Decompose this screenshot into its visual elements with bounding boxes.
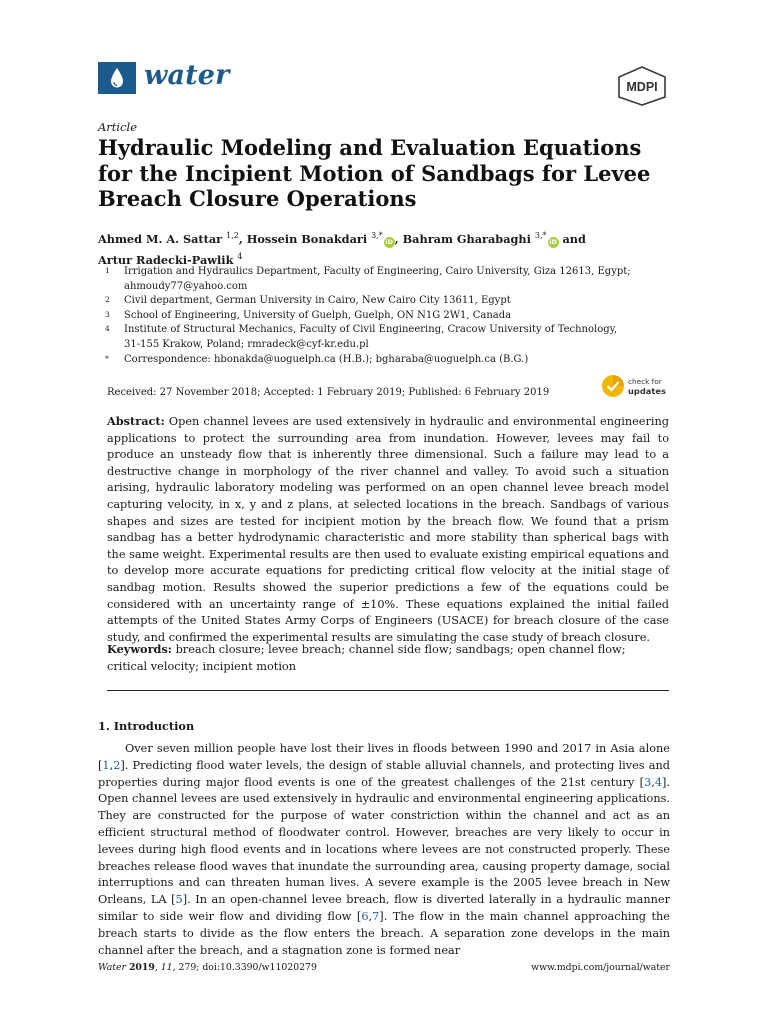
article-type: Article xyxy=(98,120,138,134)
check-updates-line1: check for xyxy=(628,377,662,386)
author-affiliation-mark: 1,2 xyxy=(226,231,239,240)
affiliation-item xyxy=(98,294,668,309)
affiliation-text: School of Engineering, University of Guelph, Guelph, ON N1G 2W1, Canada xyxy=(124,309,512,321)
journal-name: water xyxy=(144,60,230,91)
orcid-icon[interactable]: iD xyxy=(385,238,394,246)
affiliation-text: Institute of Structural Mechanics, Faculty of Civil Engineering, Cracow University of Technology, xyxy=(124,324,618,336)
paragraph-text: , xyxy=(109,758,114,772)
citation-link[interactable]: 1 xyxy=(102,758,110,772)
affiliation-item xyxy=(98,353,668,368)
publisher-name: MDPI xyxy=(626,80,658,94)
author-name: Artur Radecki-Pawlik xyxy=(98,253,234,267)
section-divider xyxy=(107,690,669,691)
paragraph-text: , xyxy=(368,909,373,923)
check-updates-icon xyxy=(602,375,624,397)
paper-title: Hydraulic Modeling and Evaluation Equations for the Incipient Motion of Sandbags for Levee Breach Closure Operations xyxy=(98,135,651,211)
author-affiliation-mark: 3,* xyxy=(371,231,383,240)
affiliation-text: 31-155 Krakow, Poland; rmradeck@cyf-kr.edu.pl xyxy=(124,338,369,350)
water-journal-logo xyxy=(98,62,136,94)
paragraph-text: , xyxy=(651,775,655,789)
author-affiliation-mark: 4 xyxy=(237,252,243,261)
affiliation-text: Civil department, German University in Cairo, New Cairo City 13611, Egypt xyxy=(124,295,511,307)
affiliation-number: 1 xyxy=(105,266,110,275)
citation-link[interactable]: 3 xyxy=(644,775,652,789)
citation-link[interactable]: 2 xyxy=(113,758,121,772)
author-affiliation-mark: 3,* xyxy=(534,231,547,240)
paragraph-text: ]. In an open-channel levee breach, flow is diverted laterally in a hydraulic manner similar to side weir flow and dividing flow [ xyxy=(98,893,670,923)
keywords-label: Keywords: xyxy=(107,642,172,656)
author-name: Hossein Bonakdari xyxy=(246,232,368,246)
orcid-icon[interactable]: iD xyxy=(549,238,557,246)
affiliation-email[interactable]: ahmoudy77@yahoo.com xyxy=(124,280,248,292)
affiliation-number: 4 xyxy=(105,324,110,334)
paragraph-text: ]. The flow in the main channel approaching the breach starts to divide as the flow enters the breach. A separation zone develops in the main channel after the breach, and a stagnation zone is formed near xyxy=(98,909,670,957)
footer-volume: 11 xyxy=(160,962,173,973)
affiliation-number: 2 xyxy=(105,295,110,305)
publication-dates: Received: 27 November 2018; Accepted: 1 February 2019; Published: 6 February 2019 xyxy=(107,387,550,398)
affiliation-item xyxy=(98,265,668,294)
affiliation-item xyxy=(98,309,668,324)
citation-link[interactable]: 4 xyxy=(654,775,662,789)
check-updates-line2: updates xyxy=(628,386,666,396)
keywords xyxy=(107,641,669,675)
footer-citation: Water 2019, 11, 279; doi:10.3390/w11020279 xyxy=(98,962,317,973)
author-name: Ahmed M. A. Sattar xyxy=(98,232,223,246)
abstract xyxy=(107,413,669,646)
citation-link[interactable]: 7 xyxy=(372,909,380,923)
paragraph-text: Over seven million people have lost their lives in floods between 1990 and 2017 in Asia alone [ xyxy=(98,742,670,772)
correspondence-text: Correspondence: hbonakda@uoguelph.ca (H.B.); bgharaba@uoguelph.ca (B.G.) xyxy=(124,353,529,365)
introduction-paragraph xyxy=(98,741,670,959)
citation-link[interactable]: 6 xyxy=(361,909,369,923)
affiliation-text: Irrigation and Hydraulics Department, Faculty of Engineering, Cairo University, Giza 12613, Egypt; xyxy=(124,266,631,277)
citation-link[interactable]: 5 xyxy=(175,893,183,907)
author-conjunction: and xyxy=(562,232,586,246)
abstract-label: Abstract: xyxy=(107,414,165,428)
footer-doi: , 279; doi:10.3390/w11020279 xyxy=(172,962,317,973)
abstract-text: Open channel levees are used extensively in hydraulic and environmental engineering applications to protect the surrounding area from inundation. However, levees may fail to produce an unsteady flow that is inherently three dimensional. Such a failure may lead to a destructive change in morphology of the river channel and valley. To avoid such a situation arising, hydraulic laboratory modeling was performed on an open channel levee breach model capturing velocity, in x, y and z plans, at selected locations in the breach. Sandbags of various shapes and sizes are tested for incipient motion by the breach flow. We found that a prism sandbag has a better hydrodynamic characteristic and more stability than spherical bags with the same weight. Experimental results are then used to evaluate existing empirical equations and to develop more accurate equations for predicting critical flow velocity at the initial stage of sandbag motion. Results showed the superior predictions a few of the equations could be considered with an uncertainty range of ±10%. These equations explained the initial failed attempts of the United States Army Corps of Engineers (USACE) for breach closure of the case study, and confirmed the experimental results are simulating the case study of breach closure. xyxy=(107,415,669,644)
correspondence-mark: * xyxy=(105,353,109,363)
footer-journal-url[interactable]: www.mdpi.com/journal/water xyxy=(531,962,670,973)
check-for-updates-badge[interactable] xyxy=(601,373,673,401)
author-name: Bahram Gharabaghi xyxy=(402,232,531,246)
section-heading: 1. Introduction xyxy=(98,719,195,733)
paragraph-text: ]. Open channel levees are used extensively in hydraulic and environmental engineering applications. They are constructed for the purpose of water constriction within the channel and act as an efficient structural method of floodwater control. However, breaches are very likely to occur in levees during high flood events and in locations where levees are not constructed properly. These breaches release flood waves that inundate the surrounding area, causing property damage, social interruptions and can threaten human lives. A severe example is the 2005 levee breach in New Orleans, LA [ xyxy=(98,775,670,907)
footer-year: 2019 xyxy=(128,962,155,973)
keywords-text: breach closure; levee breach; channel side flow; sandbags; open channel flow; critical velocity; incipient motion xyxy=(107,643,626,673)
affiliation-item xyxy=(98,323,668,352)
mdpi-logo xyxy=(616,66,668,106)
affiliation-list xyxy=(98,265,668,367)
paragraph-text: ]. Predicting flood water levels, the design of stable alluvial channels, and protecting lives and properties during major flood events is one of the greatest challenges of the 21st century [ xyxy=(98,758,670,789)
footer-journal: Water xyxy=(98,962,126,973)
author-list: Ahmed M. A. Sattar $^{1,2}$, Hossein Bonakdari $^{3,*}$iD , Bahram Gharabaghi $^{3,*}$iD and Artur Radecki-Pawlik $^4$ xyxy=(98,231,586,267)
affiliation-number: 3 xyxy=(105,309,110,319)
